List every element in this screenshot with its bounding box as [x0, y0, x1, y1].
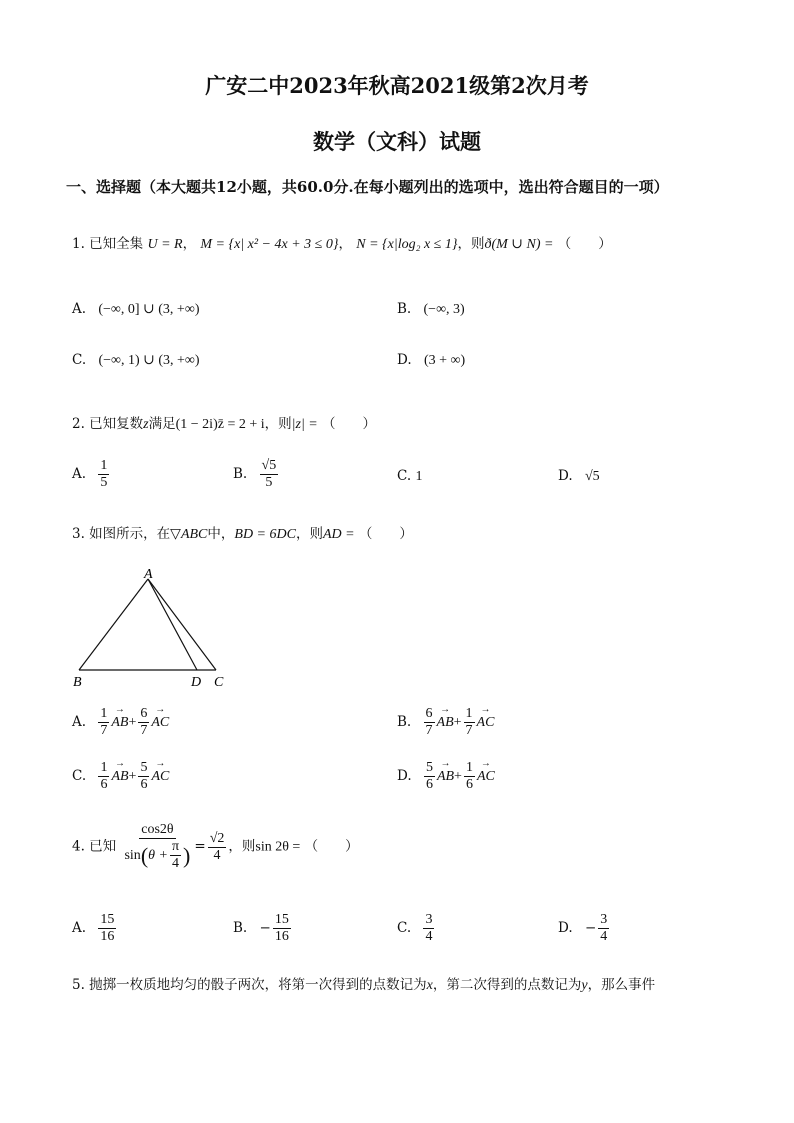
q2-blank: （ ）: [322, 416, 377, 432]
q2-option-a: [72, 458, 111, 491]
fraction-denominator: 6: [425, 777, 433, 793]
vector-1: → AB: [437, 769, 454, 785]
fraction-numerator: 15: [98, 912, 116, 929]
coef-2: [138, 706, 149, 739]
question-2: [72, 412, 376, 433]
pi-over-4: [170, 839, 181, 872]
q1-option-b: [397, 301, 465, 318]
question-5: [72, 973, 655, 994]
q5-x: x: [426, 978, 433, 993]
fraction-denominator: 7: [140, 723, 148, 739]
q1-then: ，则: [457, 236, 485, 252]
q3-option-c: [72, 760, 169, 793]
q1-set-n: N = {x|log₂ x ≤ 1}: [356, 237, 458, 252]
q2-abs: |z| =: [291, 417, 318, 432]
vector-2: → AC: [477, 715, 495, 731]
option-letter: A.: [72, 301, 87, 317]
side-ab: [79, 579, 148, 670]
plus-sign: +: [128, 769, 137, 785]
coef-2: [464, 760, 475, 793]
option-text: (−∞, 0] ∪ (3, +∞): [98, 302, 200, 317]
fraction-denominator: [122, 839, 192, 872]
triangle-figure: [68, 562, 238, 692]
option-letter: C.: [397, 468, 412, 484]
option-text: (3 + ∞): [423, 353, 466, 368]
q4-then: ，则: [228, 838, 256, 855]
fraction-numerator: √2: [208, 831, 227, 848]
coef-1: [98, 706, 109, 739]
q4-prefix: 4. 已知: [72, 838, 117, 855]
segment-ad: [148, 579, 197, 670]
fraction-denominator: 6: [465, 777, 473, 793]
option-letter: B.: [233, 920, 248, 937]
q4-option-b: [233, 912, 293, 945]
vector-1: → AB: [111, 769, 128, 785]
q3-triangle: ▽ABC: [170, 527, 208, 542]
fraction-numerator: 1: [98, 706, 109, 723]
q3-then: ，则: [295, 526, 323, 542]
fraction-numerator: 1: [464, 760, 475, 777]
q1-option-c: [72, 352, 200, 369]
option-letter: B.: [397, 714, 412, 731]
fraction-denominator: 5: [100, 475, 108, 491]
option-letter: B.: [233, 466, 248, 483]
vector-2: → AC: [151, 715, 169, 731]
q2-option-b: [233, 458, 280, 491]
sin-label: sin: [124, 847, 141, 863]
q2-option-c: [397, 468, 422, 485]
fraction-denominator: 16: [274, 929, 289, 945]
coef-1: [424, 760, 435, 793]
q3-option-d: [397, 760, 495, 793]
option-letter: A.: [72, 466, 87, 483]
side-ac: [148, 579, 216, 670]
q4-rhs-fraction: [208, 831, 227, 864]
q1-option-d: [397, 352, 465, 369]
q4-option-a: [72, 912, 118, 945]
fraction-numerator: 1: [98, 760, 109, 777]
option-fraction: [598, 912, 609, 945]
paren-close: ): [183, 843, 191, 869]
fraction-numerator: 15: [273, 912, 291, 929]
option-letter: D.: [558, 468, 573, 484]
fraction-numerator: 3: [423, 912, 434, 929]
fraction-denominator: 7: [425, 723, 433, 739]
q3-option-a: [72, 706, 169, 739]
coef-2: [138, 760, 149, 793]
q4-blank: （ ）: [304, 838, 359, 855]
option-sign: −: [259, 920, 271, 937]
q4-option-d: [558, 912, 611, 945]
q2-mid: 满足: [148, 416, 176, 432]
page-title: 广安二中2023年秋高2021级第2次月考: [205, 73, 589, 98]
fraction-numerator: 6: [138, 706, 149, 723]
option-text: √5: [584, 469, 600, 484]
plus-sign: +: [453, 715, 462, 731]
option-fraction: [98, 912, 116, 945]
fraction-numerator: cos2θ: [139, 822, 175, 839]
option-letter: D.: [397, 768, 412, 785]
question-1: 1. 已知全集 U = R， M = {x| x² − 4x + 3 ≤ 0}， N = {x|log₂ x ≤ 1}，则ð(M ∪ N) = （ ）: [72, 236, 612, 252]
fraction-numerator: 5: [138, 760, 149, 777]
q5-prefix: 5. 抛掷一枚质地均匀的骰子两次，将第一次得到的点数记为: [72, 977, 427, 993]
point-d-label: D: [191, 675, 202, 690]
q4-lhs-fraction: [122, 822, 192, 872]
q5-end: ，那么事件: [587, 977, 656, 993]
option-letter: A.: [72, 920, 87, 937]
q3-option-b: [397, 706, 494, 739]
fraction-numerator: 6: [424, 706, 435, 723]
option-letter: D.: [558, 920, 573, 937]
option-text: (−∞, 1) ∪ (3, +∞): [98, 353, 200, 368]
vector-2: → AC: [151, 769, 169, 785]
q3-prefix: 3. 如图所示，在: [72, 526, 171, 542]
question-4: 4. 已知 cos2θ sin(θ + $\frac{\pi}{4}$ ) = $\frac{√2}{4}$ ，则sin 2θ = （ ）: [72, 822, 359, 872]
vertex-c-label: C: [214, 675, 224, 690]
q3-mid: 中，: [207, 526, 235, 542]
option-sign: −: [584, 920, 597, 937]
fraction-denominator: 4: [600, 929, 608, 945]
paren-open: (: [140, 843, 149, 869]
option-letter: C.: [397, 920, 412, 937]
coef-1: [98, 760, 109, 793]
fraction-numerator: 5: [424, 760, 435, 777]
theta-term: θ +: [148, 847, 168, 863]
coef-2: [464, 706, 475, 739]
q1-blank: （ ）: [557, 236, 612, 252]
page-subtitle: 数学（文科）试题: [313, 129, 481, 154]
fraction-numerator: π: [170, 839, 181, 856]
option-letter: B.: [397, 301, 412, 317]
vector-1: → AB: [111, 715, 128, 731]
fraction-denominator: 7: [465, 723, 473, 739]
option-letter: D.: [397, 352, 412, 368]
coef-1: [424, 706, 435, 739]
q1-set-m: M = {x| x² − 4x + 3 ≤ 0}: [200, 237, 339, 252]
option-fraction: [273, 912, 291, 945]
fraction-numerator: 3: [598, 912, 609, 929]
plus-sign: +: [454, 769, 462, 785]
q2-equation: (1 − 2i)z̄ = 2 + i: [175, 417, 265, 432]
fraction-denominator: 7: [100, 723, 108, 739]
fraction-denominator: 5: [265, 475, 273, 491]
q1-prefix: 1. 已知全集: [72, 236, 144, 252]
q3-ask: AD =: [322, 527, 355, 542]
fraction-denominator: 4: [425, 929, 433, 945]
q1-universal-set: U = R: [147, 237, 183, 252]
option-fraction: [98, 458, 109, 491]
option-letter: C.: [72, 768, 87, 785]
option-fraction: [423, 912, 434, 945]
q2-option-d: [558, 468, 600, 485]
fraction-denominator: 4: [172, 856, 179, 872]
option-letter: C.: [72, 352, 87, 368]
fraction-denominator: 4: [213, 847, 221, 863]
question-3: [72, 522, 413, 543]
option-text: (−∞, 3): [423, 302, 465, 317]
plus-sign: +: [128, 715, 137, 731]
fraction-numerator: √5: [260, 458, 279, 475]
vertex-a-label: A: [144, 567, 153, 582]
q3-condition: BD = 6DC: [234, 527, 296, 542]
q4-option-c: [397, 912, 436, 945]
q2-prefix: 2. 已知复数: [72, 416, 144, 432]
section-heading: 一、选择题（本大题共12小题，共60.0分.在每小题列出的选项中，选出符合题目的一项）: [66, 178, 669, 196]
option-letter: A.: [72, 714, 87, 731]
q5-y: y: [581, 978, 588, 993]
fraction-denominator: 6: [140, 777, 148, 793]
fraction-numerator: 1: [98, 458, 109, 475]
vector-1: → AB: [437, 715, 454, 731]
q4-ask: sin 2θ =: [255, 839, 301, 855]
q1-expression: ð(M ∪ N) =: [484, 237, 554, 252]
q5-mid: ，第二次得到的点数记为: [432, 977, 582, 993]
fraction-denominator: 6: [100, 777, 108, 793]
vertex-b-label: B: [73, 675, 82, 690]
vector-2: → AC: [477, 769, 495, 785]
option-fraction: [260, 458, 279, 491]
q3-blank: （ ）: [358, 526, 413, 542]
fraction-denominator: 16: [100, 929, 115, 945]
q2-then: ，则: [264, 416, 292, 432]
q2-var: z: [143, 417, 149, 432]
q1-option-a: [72, 301, 199, 318]
option-text: 1: [415, 469, 423, 484]
fraction-numerator: 1: [464, 706, 475, 723]
